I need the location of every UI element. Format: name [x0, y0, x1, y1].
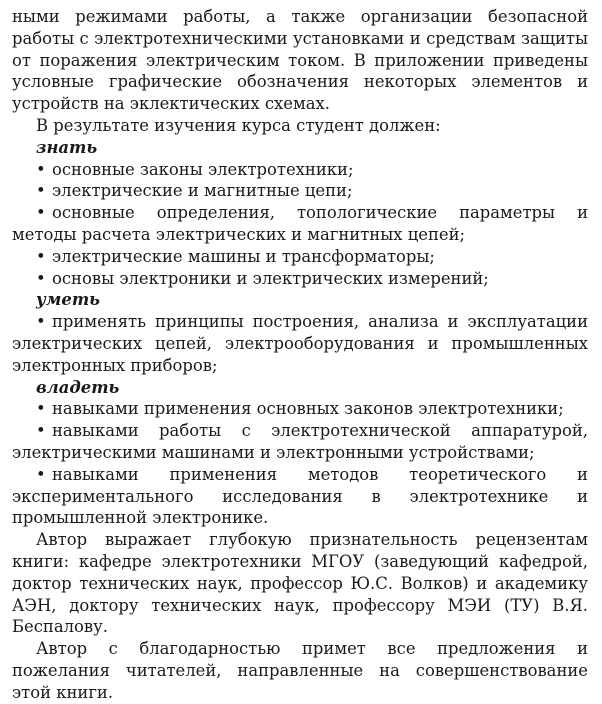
know-item-text: электрические машины и трансформаторы; — [52, 246, 435, 266]
know-item-text: основы электроники и электрических измерений; — [52, 268, 489, 288]
be-able-item-text: применять принципы построения, анализа и эксплуатации электрических цепей, электрооборудования и промышленных электронных приборов; — [12, 312, 588, 375]
bullet-icon: • — [36, 421, 46, 441]
bullet-icon: • — [36, 181, 46, 201]
be-able-item — [12, 311, 588, 376]
master-item-text: навыками работы с электротехнической аппаратурой, электрическими машинами и электронными устройствами; — [12, 421, 588, 462]
acknowledgement-paragraph: Автор выражает глубокую признательность рецензентам книги: кафедре электротехники МГОУ (заведующий кафедрой, доктор технических наук, профессор Ю.С. Волков) и академику АЭН, доктору технических наук, профессору МЭИ (ТУ) В.Я. Беспалову. — [12, 530, 588, 637]
master-item-text: навыками применения основных законов электротехники; — [52, 399, 564, 419]
know-item — [12, 180, 588, 202]
know-item — [12, 159, 588, 181]
know-heading: знать — [36, 137, 98, 157]
bullet-icon: • — [36, 268, 46, 288]
intro-continuation-paragraph: ными режимами работы, а также организации безопасной работы с электротехническими установками и средствам защиты от поражения электрическим током. В приложении приведены условные графические обозначения некоторых элементов и устройств на эклектических схемах. — [12, 7, 588, 114]
know-item — [12, 268, 588, 290]
master-item-text: навыками применения методов теоретического и экспериментального исследования в электротехнике и промышленной электронике. — [12, 464, 588, 528]
know-item-text: основные законы электротехники; — [52, 159, 354, 179]
master-item — [12, 420, 588, 464]
know-item-text: основные определения, топологические параметры и методы расчета электрических и магнитных цепей; — [12, 203, 588, 244]
master-item — [12, 464, 588, 529]
know-item — [12, 202, 588, 246]
bullet-icon: • — [36, 312, 46, 332]
master-item — [12, 398, 588, 420]
be-able-heading: уметь — [36, 290, 100, 310]
know-item-text: электрические и магнитные цепи; — [52, 181, 353, 201]
outcomes-intro-paragraph: В результате изучения курса студент должен: — [36, 115, 441, 135]
know-item — [12, 246, 588, 268]
bullet-icon: • — [36, 203, 46, 223]
master-heading: владеть — [36, 377, 120, 397]
bullet-icon: • — [36, 399, 46, 419]
bullet-icon: • — [36, 159, 46, 179]
closing-paragraph: Автор с благодарностью примет все предложения и пожелания читателей, направленные на совершенствование этой книги. — [12, 639, 588, 702]
bullet-icon: • — [36, 464, 46, 484]
bullet-icon: • — [36, 246, 46, 266]
